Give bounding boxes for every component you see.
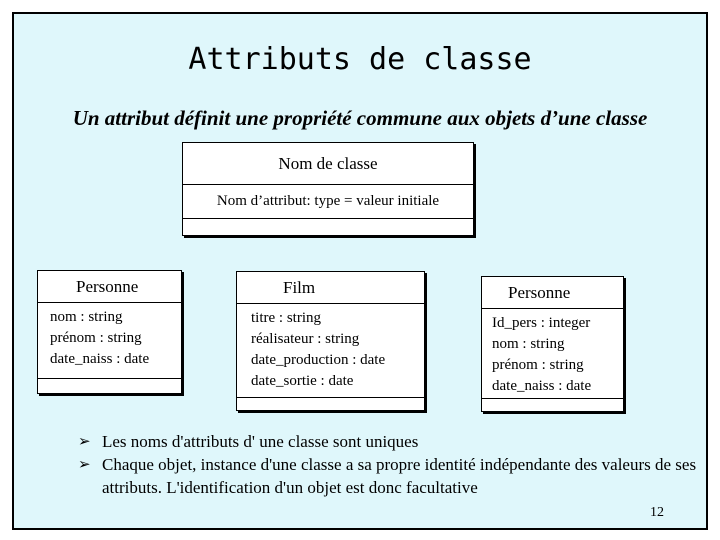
bullet-text: Les noms d'attributs d' une classe sont uniques [102, 432, 419, 451]
class-attributes [482, 309, 623, 399]
class-attribute: Id_pers : integer [492, 315, 591, 331]
bullet-list [78, 430, 698, 499]
class-attribute: réalisateur : string [251, 331, 360, 347]
bullet-item [78, 453, 698, 499]
class-attributes [38, 303, 181, 379]
class-attribute: prénom : string [50, 330, 142, 346]
arrow-bullet-icon: ➢ [78, 455, 91, 473]
page-number: 12 [650, 505, 664, 520]
slide-subtitle: Un attribut définit une propriété commune aux objets d’une classe [72, 106, 648, 130]
class-attribute: prénom : string [492, 357, 584, 373]
class-name: Film [237, 272, 424, 304]
bullet-text: Chaque objet, instance d'une classe a sa propre identité indépendante des valeurs de ses attributs. L'identification d'un objet est donc facultative [102, 455, 697, 497]
uml-class-film [236, 271, 425, 411]
class-attribute: Nom d’attribut: type = valeur initiale [216, 193, 440, 209]
uml-class-template [182, 142, 474, 236]
class-attributes [237, 304, 424, 398]
uml-class-personne [37, 270, 182, 394]
bullet-item [78, 430, 698, 453]
slide-title: Attributs de classe [188, 42, 532, 77]
class-attributes [183, 185, 473, 219]
class-attribute: date_production : date [251, 352, 386, 368]
class-attribute: nom : string [50, 309, 123, 325]
class-attribute: date_sortie : date [251, 373, 354, 389]
uml-class-personne-id [481, 276, 624, 412]
arrow-bullet-icon: ➢ [78, 432, 91, 450]
class-name: Personne [38, 271, 181, 303]
class-attribute: nom : string [492, 336, 565, 352]
class-name: Nom de classe [183, 143, 473, 185]
slide [12, 12, 708, 530]
class-attribute: titre : string [251, 310, 321, 326]
class-attribute: date_naiss : date [492, 378, 592, 394]
class-name: Personne [482, 277, 623, 309]
class-attribute: date_naiss : date [50, 351, 150, 367]
